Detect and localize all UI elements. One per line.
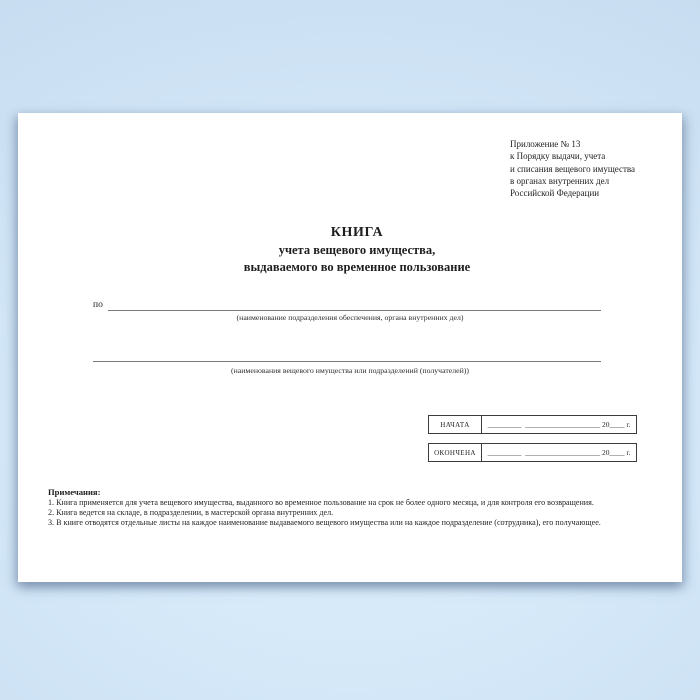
title-word-kniga: КНИГА [330,225,384,240]
started-label: НАЧАТА [429,416,482,433]
started-date-blanks: _________ ____________________ 20____ г. [487,420,631,429]
appendix-reference [510,138,635,199]
started-date-box [428,415,637,434]
document-page [18,113,682,582]
appendix-line: в органах внутренних дел [510,175,610,186]
organization-caption: (наименование подразделения обеспечения, органа внутренних дел) [236,313,464,322]
document-title [25,224,689,277]
property-fill-line [93,351,601,362]
finished-date-blanks: _________ ____________________ 20____ г. [487,448,631,457]
organization-fill-line [93,299,601,311]
note-item: 3. В книге отводятся отдельные листы на каждое наименование выдаваемого вещевого имущества или на каждое подразделение (сотрудника), его получающее. [48,517,601,527]
title-subtitle-line: учета вещевого имущества, [278,243,436,257]
po-label: по [93,300,103,310]
blank-fill-rule [108,299,601,311]
title-subtitle-line: выдаваемого во временное пользование [243,260,471,275]
appendix-line: Российской Федерации [510,188,600,199]
note-item: 2. Книга ведется на складе, в подразделении, в мастерской органа внутренних дел. [48,507,334,517]
notes-heading: Примечания: [48,487,101,497]
appendix-line: и списания вещевого имущества [510,163,636,174]
note-item: 1. Книга применяется для учета вещевого имущества, выданного во временное пользование на срок не более одного месяца, и для контроля его возвращения. [48,498,594,507]
finished-label: ОКОНЧЕНА [429,444,482,461]
appendix-line: Приложение № 13 [510,139,581,149]
notes-section [48,487,668,527]
appendix-line: к Порядку выдачи, учета [510,151,606,162]
finished-date-box [428,443,637,462]
property-caption: (наименования вещевого имущества или подразделений (получателей)) [231,366,469,375]
